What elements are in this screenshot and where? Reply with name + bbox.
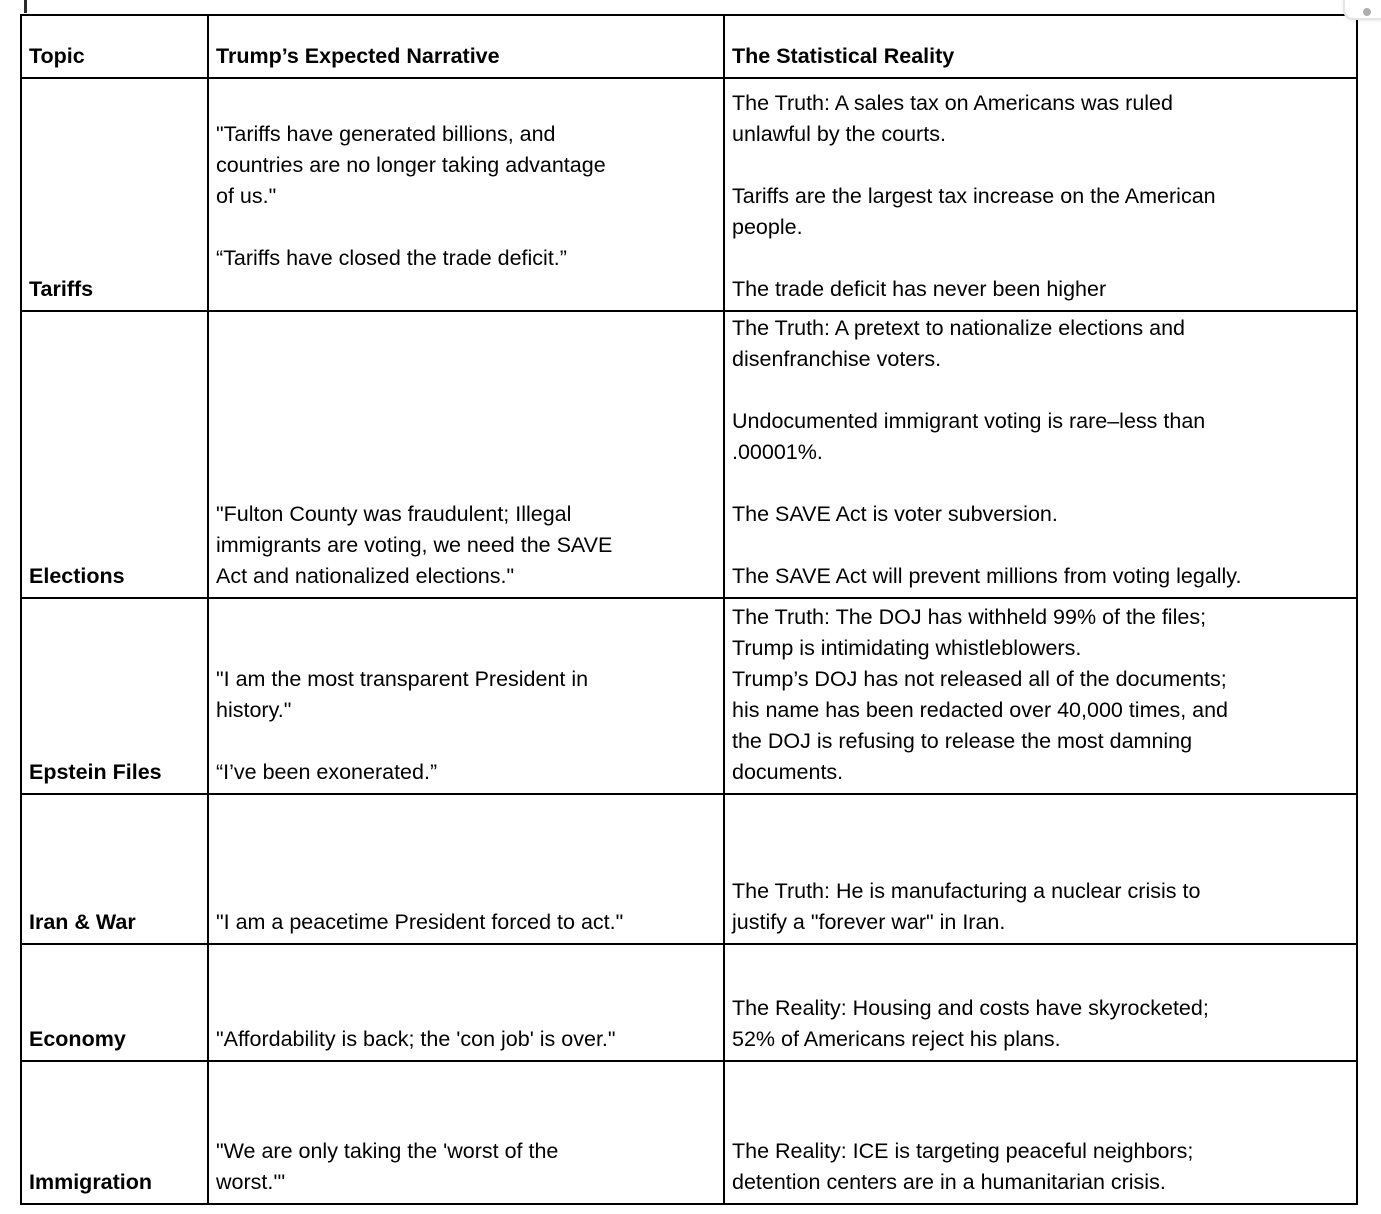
text-line [732,530,1352,561]
narrative-cell[interactable] [208,311,724,598]
text-line: immigrants are voting, we need the SAVE [216,533,613,557]
narrative-cell[interactable] [208,78,724,311]
text-line: .00001%. [732,440,823,464]
text-line: "I am a peacetime President forced to act." [216,910,624,934]
text-line: Act and nationalized elections." [216,564,515,588]
text-line: Epstein Files [29,760,162,784]
text-line: "Affordability is back; the 'con job' is over." [216,1027,616,1051]
text-line [732,468,1352,499]
text-line: documents. [732,760,844,784]
text-line [732,375,1352,406]
text-line: his name has been redacted over 40,000 times, and [732,698,1229,722]
narrative-cell[interactable] [208,794,724,944]
text-line: history." [216,698,292,722]
topic-cell[interactable] [21,794,208,944]
text-cursor [24,0,27,13]
text-line [216,726,719,757]
text-line: worst.'" [216,1170,286,1194]
text-line: the DOJ is refusing to release the most damning [732,729,1193,753]
narrative-cell[interactable] [208,598,724,794]
text-line: people. [732,215,803,239]
reality-cell[interactable] [724,944,1357,1061]
column-header-narrative[interactable] [208,15,724,78]
topic-cell[interactable] [21,311,208,598]
table-row [21,1061,1357,1204]
table-row [21,78,1357,311]
text-line: justify a "forever war" in Iran. [732,910,1006,934]
text-line: The Truth: The DOJ has withheld 99% of the files; [732,605,1207,629]
text-line: Undocumented immigrant voting is rare–less than [732,409,1206,433]
text-line: Iran & War [29,910,136,934]
topic-cell[interactable] [21,1061,208,1204]
text-line: The Truth: He is manufacturing a nuclear crisis to [732,879,1201,903]
text-line: Tariffs [29,277,94,301]
text-line [732,150,1352,181]
text-line: "We are only taking the 'worst of the [216,1139,559,1163]
text-line: "Fulton County was fraudulent; Illegal [216,502,572,526]
topic-cell[interactable] [21,598,208,794]
text-line: The Reality: ICE is targeting peaceful neighbors; [732,1139,1194,1163]
table-row [21,311,1357,598]
column-header-label: The Statistical Reality [732,44,955,68]
reality-cell[interactable] [724,794,1357,944]
narrative-cell[interactable] [208,1061,724,1204]
text-line [216,212,719,243]
scroll-dot-icon [1363,8,1371,16]
text-line: detention centers are in a humanitarian crisis. [732,1170,1166,1194]
reality-cell[interactable] [724,311,1357,598]
text-line: Elections [29,564,125,588]
text-line: The trade deficit has never been higher [732,277,1107,301]
text-line: Trump’s DOJ has not released all of the documents; [732,667,1227,691]
column-header-label: Topic [29,44,85,68]
text-line: The Truth: A sales tax on Americans was ruled [732,91,1173,115]
column-header-topic[interactable] [21,15,208,78]
text-line: "I am the most transparent President in [216,667,589,691]
text-line: 52% of Americans reject his plans. [732,1027,1061,1051]
table-row [21,794,1357,944]
text-line: unlawful by the courts. [732,122,946,146]
topic-cell[interactable] [21,944,208,1061]
text-line: Economy [29,1027,126,1051]
text-line: disenfranchise voters. [732,347,942,371]
text-line: “I’ve been exonerated.” [216,760,438,784]
text-line: The Truth: A pretext to nationalize elections and [732,316,1185,340]
text-line: countries are no longer taking advantage [216,153,606,177]
text-line: of us." [216,184,277,208]
comparison-table [20,14,1358,1205]
narrative-cell[interactable] [208,944,724,1061]
text-line: "Tariffs have generated billions, and [216,122,556,146]
table-body [21,78,1357,1204]
text-line: Trump is intimidating whistleblowers. [732,636,1082,660]
text-line: Tariffs are the largest tax increase on the American [732,184,1216,208]
column-header-label: Trump’s Expected Narrative [216,44,500,68]
table-row [21,598,1357,794]
topic-cell[interactable] [21,78,208,311]
floating-scroll-widget[interactable] [1343,0,1381,20]
text-line [732,243,1352,274]
column-header-reality[interactable] [724,15,1357,78]
table-row [21,944,1357,1061]
text-line: “Tariffs have closed the trade deficit.” [216,246,567,270]
reality-cell[interactable] [724,78,1357,311]
text-line: The SAVE Act will prevent millions from voting legally. [732,564,1242,588]
text-line: Immigration [29,1170,153,1194]
table-header-row [21,15,1357,78]
reality-cell[interactable] [724,1061,1357,1204]
text-line: The Reality: Housing and costs have skyrocketed; [732,996,1209,1020]
text-line [216,274,719,305]
text-line: The SAVE Act is voter subversion. [732,502,1058,526]
reality-cell[interactable] [724,598,1357,794]
